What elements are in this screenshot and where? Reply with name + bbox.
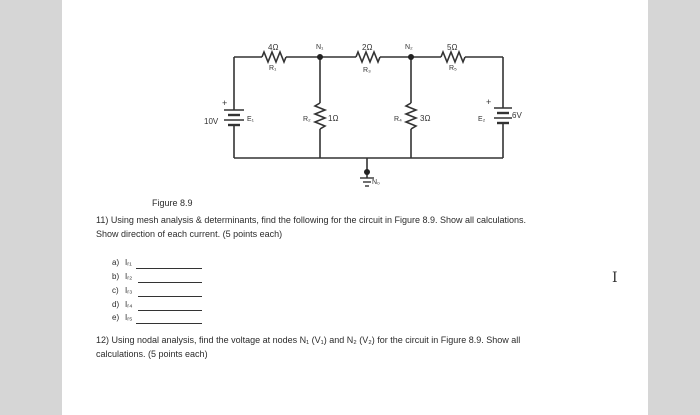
- node-n2-dot: [408, 54, 414, 60]
- r3-label: R₃: [363, 67, 371, 74]
- answer-blank[interactable]: [136, 323, 202, 324]
- e2-plus-sign: +: [486, 97, 492, 107]
- option-label: Iᵣ₅: [125, 313, 133, 322]
- question-12-line2: calculations. (5 points each): [96, 349, 208, 359]
- resistor-r4: [406, 103, 416, 129]
- r1-value: 4Ω: [268, 43, 279, 52]
- node-n1-label: N₁: [316, 44, 324, 51]
- question-11-line1: 11) Using mesh analysis & determinants, find the following for the circuit in Figure 8.9. Show all calculations.: [96, 215, 527, 225]
- node-n1-dot: [317, 54, 323, 60]
- option-letter: a): [112, 258, 120, 267]
- figure-caption: Figure 8.9: [152, 198, 193, 208]
- r1-label: R₁: [269, 65, 277, 72]
- answer-blank[interactable]: [138, 282, 202, 283]
- option-letter: c): [112, 286, 119, 295]
- circuit-diagram: [0, 0, 700, 200]
- option-label: Iᵣ₃: [125, 286, 133, 295]
- r5-label: R₅: [449, 65, 457, 72]
- text-cursor-icon: I: [612, 270, 618, 286]
- option-letter: d): [112, 300, 120, 309]
- r4-value: 3Ω: [420, 114, 431, 123]
- e2-value: 6V: [512, 111, 522, 120]
- option-label: Iᵣ₄: [125, 300, 133, 309]
- r2-label: R₂: [303, 116, 311, 123]
- resistor-r1: [262, 52, 286, 62]
- node-n2-label: N₂: [405, 44, 413, 51]
- answer-blank[interactable]: [138, 310, 202, 311]
- r2-value: 1Ω: [328, 114, 339, 123]
- answer-blank[interactable]: [136, 268, 202, 269]
- battery-e2: [494, 108, 512, 123]
- node-n0-label: N₀: [372, 179, 380, 186]
- option-letter: e): [112, 313, 120, 322]
- r3-value: 2Ω: [362, 43, 373, 52]
- e2-label: E₂: [478, 116, 486, 123]
- resistor-r5: [441, 52, 465, 62]
- node-n0-dot: [364, 169, 370, 175]
- e1-value: 10V: [204, 117, 219, 126]
- option-label: Iᵣ₂: [125, 272, 133, 281]
- resistor-r2: [315, 103, 325, 129]
- e1-label: E₁: [247, 116, 255, 123]
- r4-label: R₄: [394, 116, 402, 123]
- e1-plus-sign: +: [222, 98, 228, 108]
- question-11-line2: Show direction of each current. (5 points each): [96, 229, 283, 239]
- option-letter: b): [112, 272, 120, 281]
- answer-blank[interactable]: [138, 296, 202, 297]
- question-12-line1: 12) Using nodal analysis, find the voltage at nodes N₁ (V₁) and N₂ (V₂) for the circuit in Figure 8.9. Show all: [96, 335, 521, 345]
- option-label: Iᵣ₁: [125, 258, 132, 267]
- r5-value: 5Ω: [447, 43, 458, 52]
- battery-e1: [224, 110, 244, 125]
- resistor-r3: [356, 52, 380, 62]
